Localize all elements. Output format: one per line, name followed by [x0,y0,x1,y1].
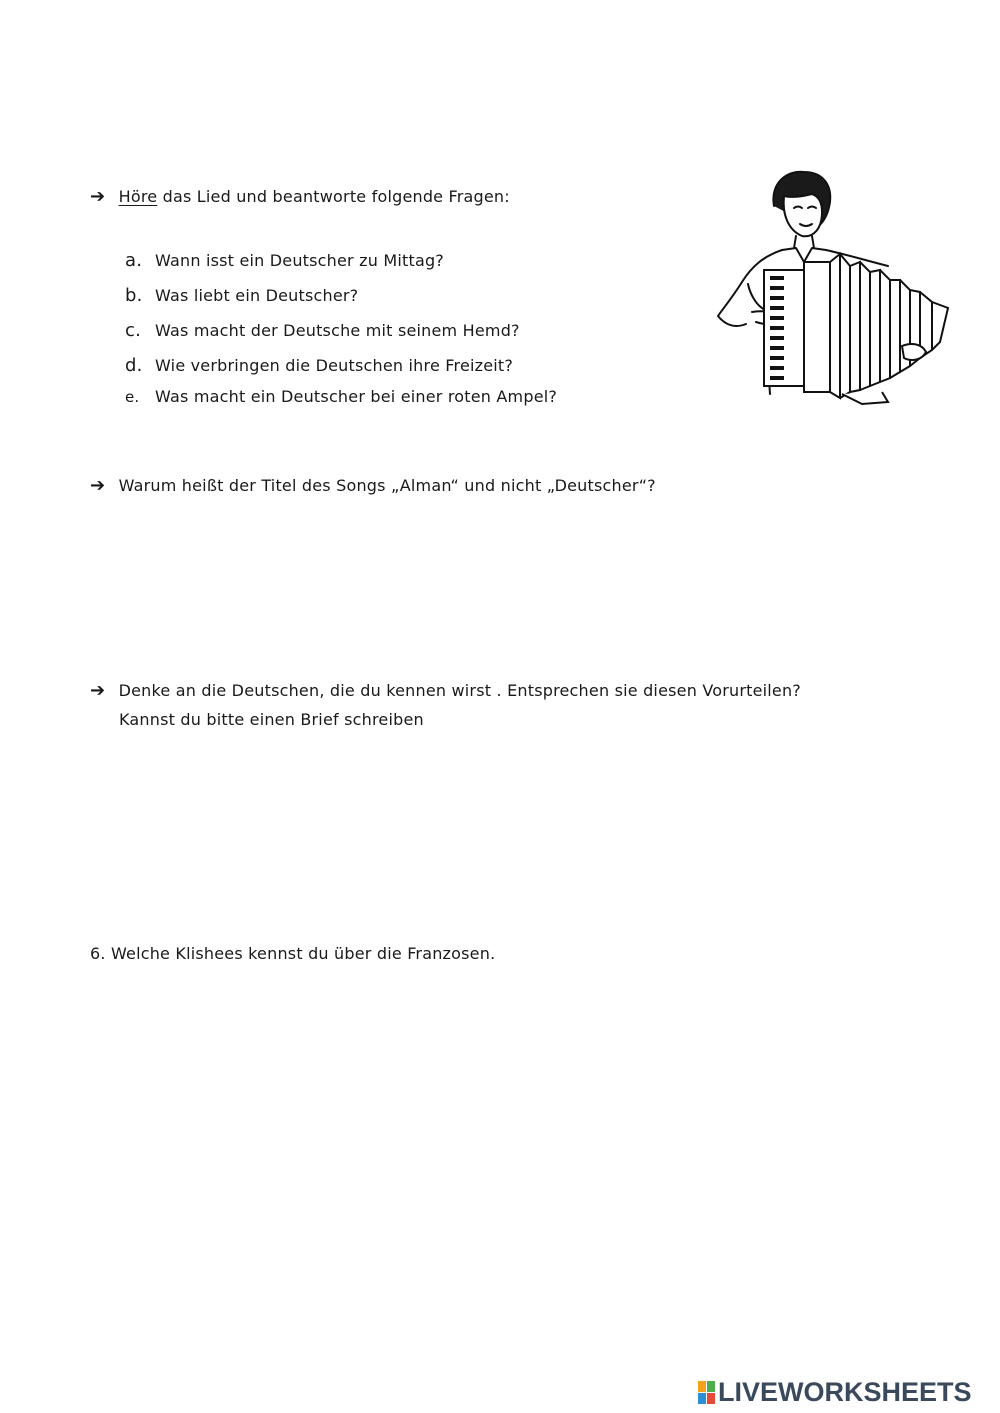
item-letter: a. [125,250,143,271]
question-prompt-3 [90,680,801,701]
liveworksheets-logo [698,1377,972,1408]
item-text: Was macht ein Deutscher bei einer roten Ampel? [155,387,558,406]
list-item [125,250,444,271]
item-text: Wann isst ein Deutscher zu Mittag? [155,251,444,270]
logo-text: LIVEWORKSHEETS [718,1377,972,1407]
question-prompt-1 [90,186,510,207]
item-letter: b. [125,285,143,306]
item-text: Was liebt ein Deutscher? [155,286,359,305]
item-text: Was macht der Deutsche mit seinem Hemd? [155,321,520,340]
list-item [125,355,513,376]
question-prompt-2 [90,475,656,496]
arrow-right-icon: ➔ [90,680,106,701]
item-text: Wie verbringen die Deutschen ihre Freizeit? [155,356,514,375]
arrow-right-icon: ➔ [90,186,106,207]
list-item [125,320,520,341]
prompt-text: Warum heißt der Titel des Songs „Alman“ und nicht „Deutscher“? [118,476,656,495]
prompt-lead-word: Höre [118,187,158,206]
prompt-text: Denke an die Deutschen, die du kennen wirst . Entsprechen sie diesen Vorurteilen? [118,681,802,700]
item-letter: d. [125,355,143,376]
prompt-text-line2: Kannst du bitte einen Brief schreiben [119,710,424,729]
prompt-text: das Lied und beantworte folgende Fragen: [162,187,510,206]
list-item [125,285,358,306]
item-letter: e. [125,388,140,406]
accordion-player-illustration [712,166,954,410]
item-letter: c. [125,320,142,341]
arrow-right-icon: ➔ [90,475,106,496]
list-item [125,387,557,406]
logo-mark-icon [698,1381,715,1404]
question-prompt-4: 6. Welche Klishees kennst du über die Franzosen. [90,944,496,963]
